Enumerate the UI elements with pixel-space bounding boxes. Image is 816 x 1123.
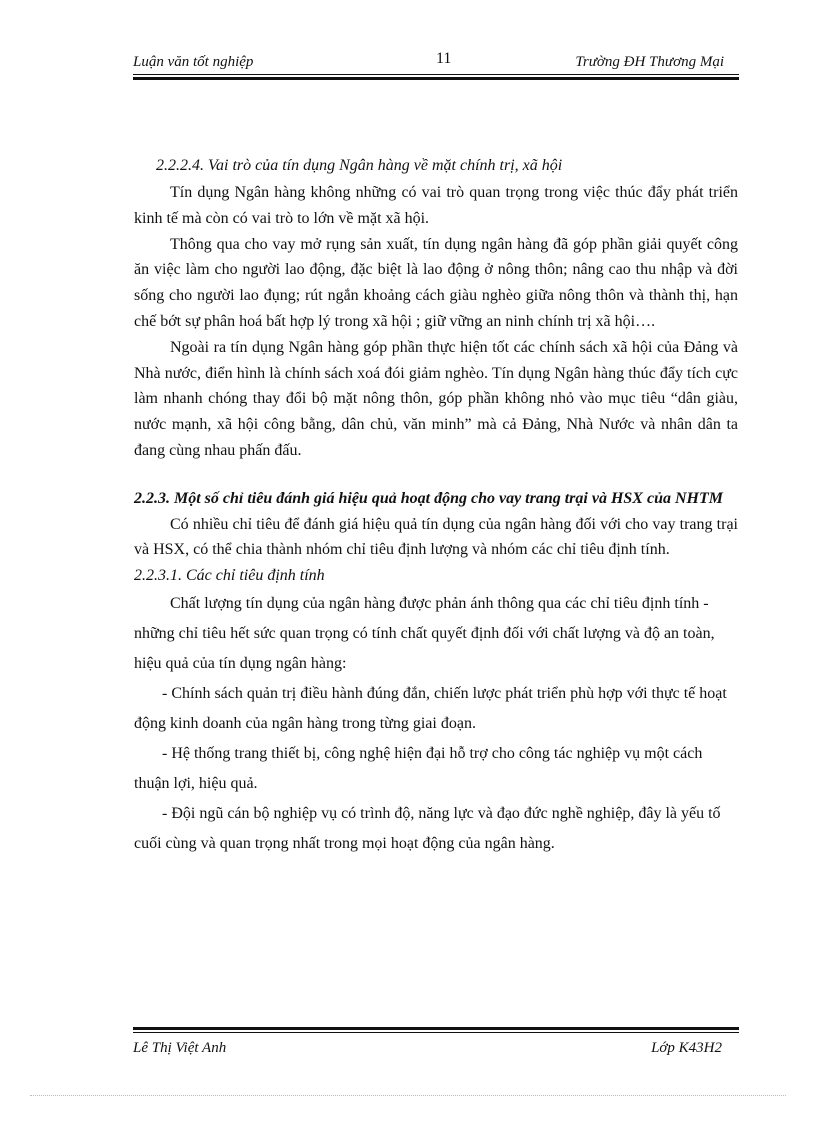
footer-author: Lê Thị Việt Anh	[133, 1040, 227, 1056]
page-body	[134, 152, 738, 859]
section-heading-2-2-3: 2.2.3. Một số chỉ tiêu đánh giá hiệu quả hoạt động cho vay trang trại và HSX của NHTM	[134, 489, 723, 507]
footer-rule-thin	[133, 1032, 739, 1033]
paragraph: Tín dụng Ngân hàng không những có vai trò quan trọng trong việc thúc đẩy phát triển kinh tế mà còn có vai trò to lớn về mặt xã hội.	[134, 184, 738, 227]
paragraph: Chất lượng tín dụng của ngân hàng được phản ánh thông qua các chỉ tiêu định tính - những chỉ tiêu hết sức quan trọng có tính chất quyết định đối với chất lượng và độ an toàn, hiệu quả của tín dụng ngân hàng:	[134, 594, 715, 672]
footer-class: Lớp K43H2	[651, 1040, 722, 1056]
section-heading-2-2-3-1: 2.2.3.1. Các chỉ tiêu định tính	[134, 567, 325, 585]
header-right-title: Trường ĐH Thương Mại	[575, 54, 724, 70]
paragraph: Có nhiều chỉ tiêu để đánh giá hiệu quả tín dụng của ngân hàng đối với cho vay trang trại và HSX, có thể chia thành nhóm chỉ tiêu định lượng và nhóm các chỉ tiêu định tính.	[134, 515, 738, 559]
section-heading-2-2-2-4: 2.2.2.4. Vai trò của tín dụng Ngân hàng về mặt chính trị, xã hội	[156, 157, 563, 174]
footer-rule-thick	[133, 1027, 739, 1030]
criteria-list	[134, 589, 738, 859]
header-rule-thick	[133, 77, 739, 80]
list-item: - Đội ngũ cán bộ nghiệp vụ có trình độ, năng lực và đạo đức nghề nghiệp, đây là yếu tố cuối cùng và quan trọng nhất trong mọi hoạt động của ngân hàng.	[134, 804, 721, 852]
paragraph: Thông qua cho vay mở rụng sản xuất, tín dụng ngân hàng đã góp phần giải quyết công ăn việc làm cho người lao động, đặc biệt là lao động ở nông thôn; nâng cao thu nhập và đời sống cho người lao đụng; rút ngắn khoảng cách giàu nghèo giữa nông thôn và thành thị, hạn chế bớt sự phân hoá bất hợp lý trong xã hội ; giữ vững an ninh chính trị xã hội….	[134, 235, 738, 330]
page-number: 11	[436, 50, 452, 67]
paragraph: Ngoài ra tín dụng Ngân hàng góp phần thực hiện tốt các chính sách xã hội của Đảng và Nhà nước, điển hình là chính sách xoá đói giảm nghèo. Tín dụng Ngân hàng thúc đẩy tích cực làm nhanh chóng thay đổi bộ mặt nông thôn, góp phần không nhỏ vào mục tiêu “dân giàu, nước mạnh, xã hội công bằng, dân chủ, văn minh” mà cả Đảng, Nhà Nước và nhân dân ta đang cùng nhau phấn đấu.	[134, 338, 738, 459]
page-edge-divider	[30, 1095, 786, 1096]
header-left-title: Luận văn tốt nghiệp	[133, 54, 254, 70]
header-rule-thin	[133, 74, 739, 75]
list-item: - Chính sách quản trị điều hành đúng đắn, chiến lược phát triển phù hợp với thực tế hoạt động kinh doanh của ngân hàng trong từng giai đoạn.	[134, 684, 727, 732]
list-item: - Hệ thống trang thiết bị, công nghệ hiện đại hỗ trợ cho công tác nghiệp vụ một cách thuận lợi, hiệu quả.	[134, 744, 703, 792]
